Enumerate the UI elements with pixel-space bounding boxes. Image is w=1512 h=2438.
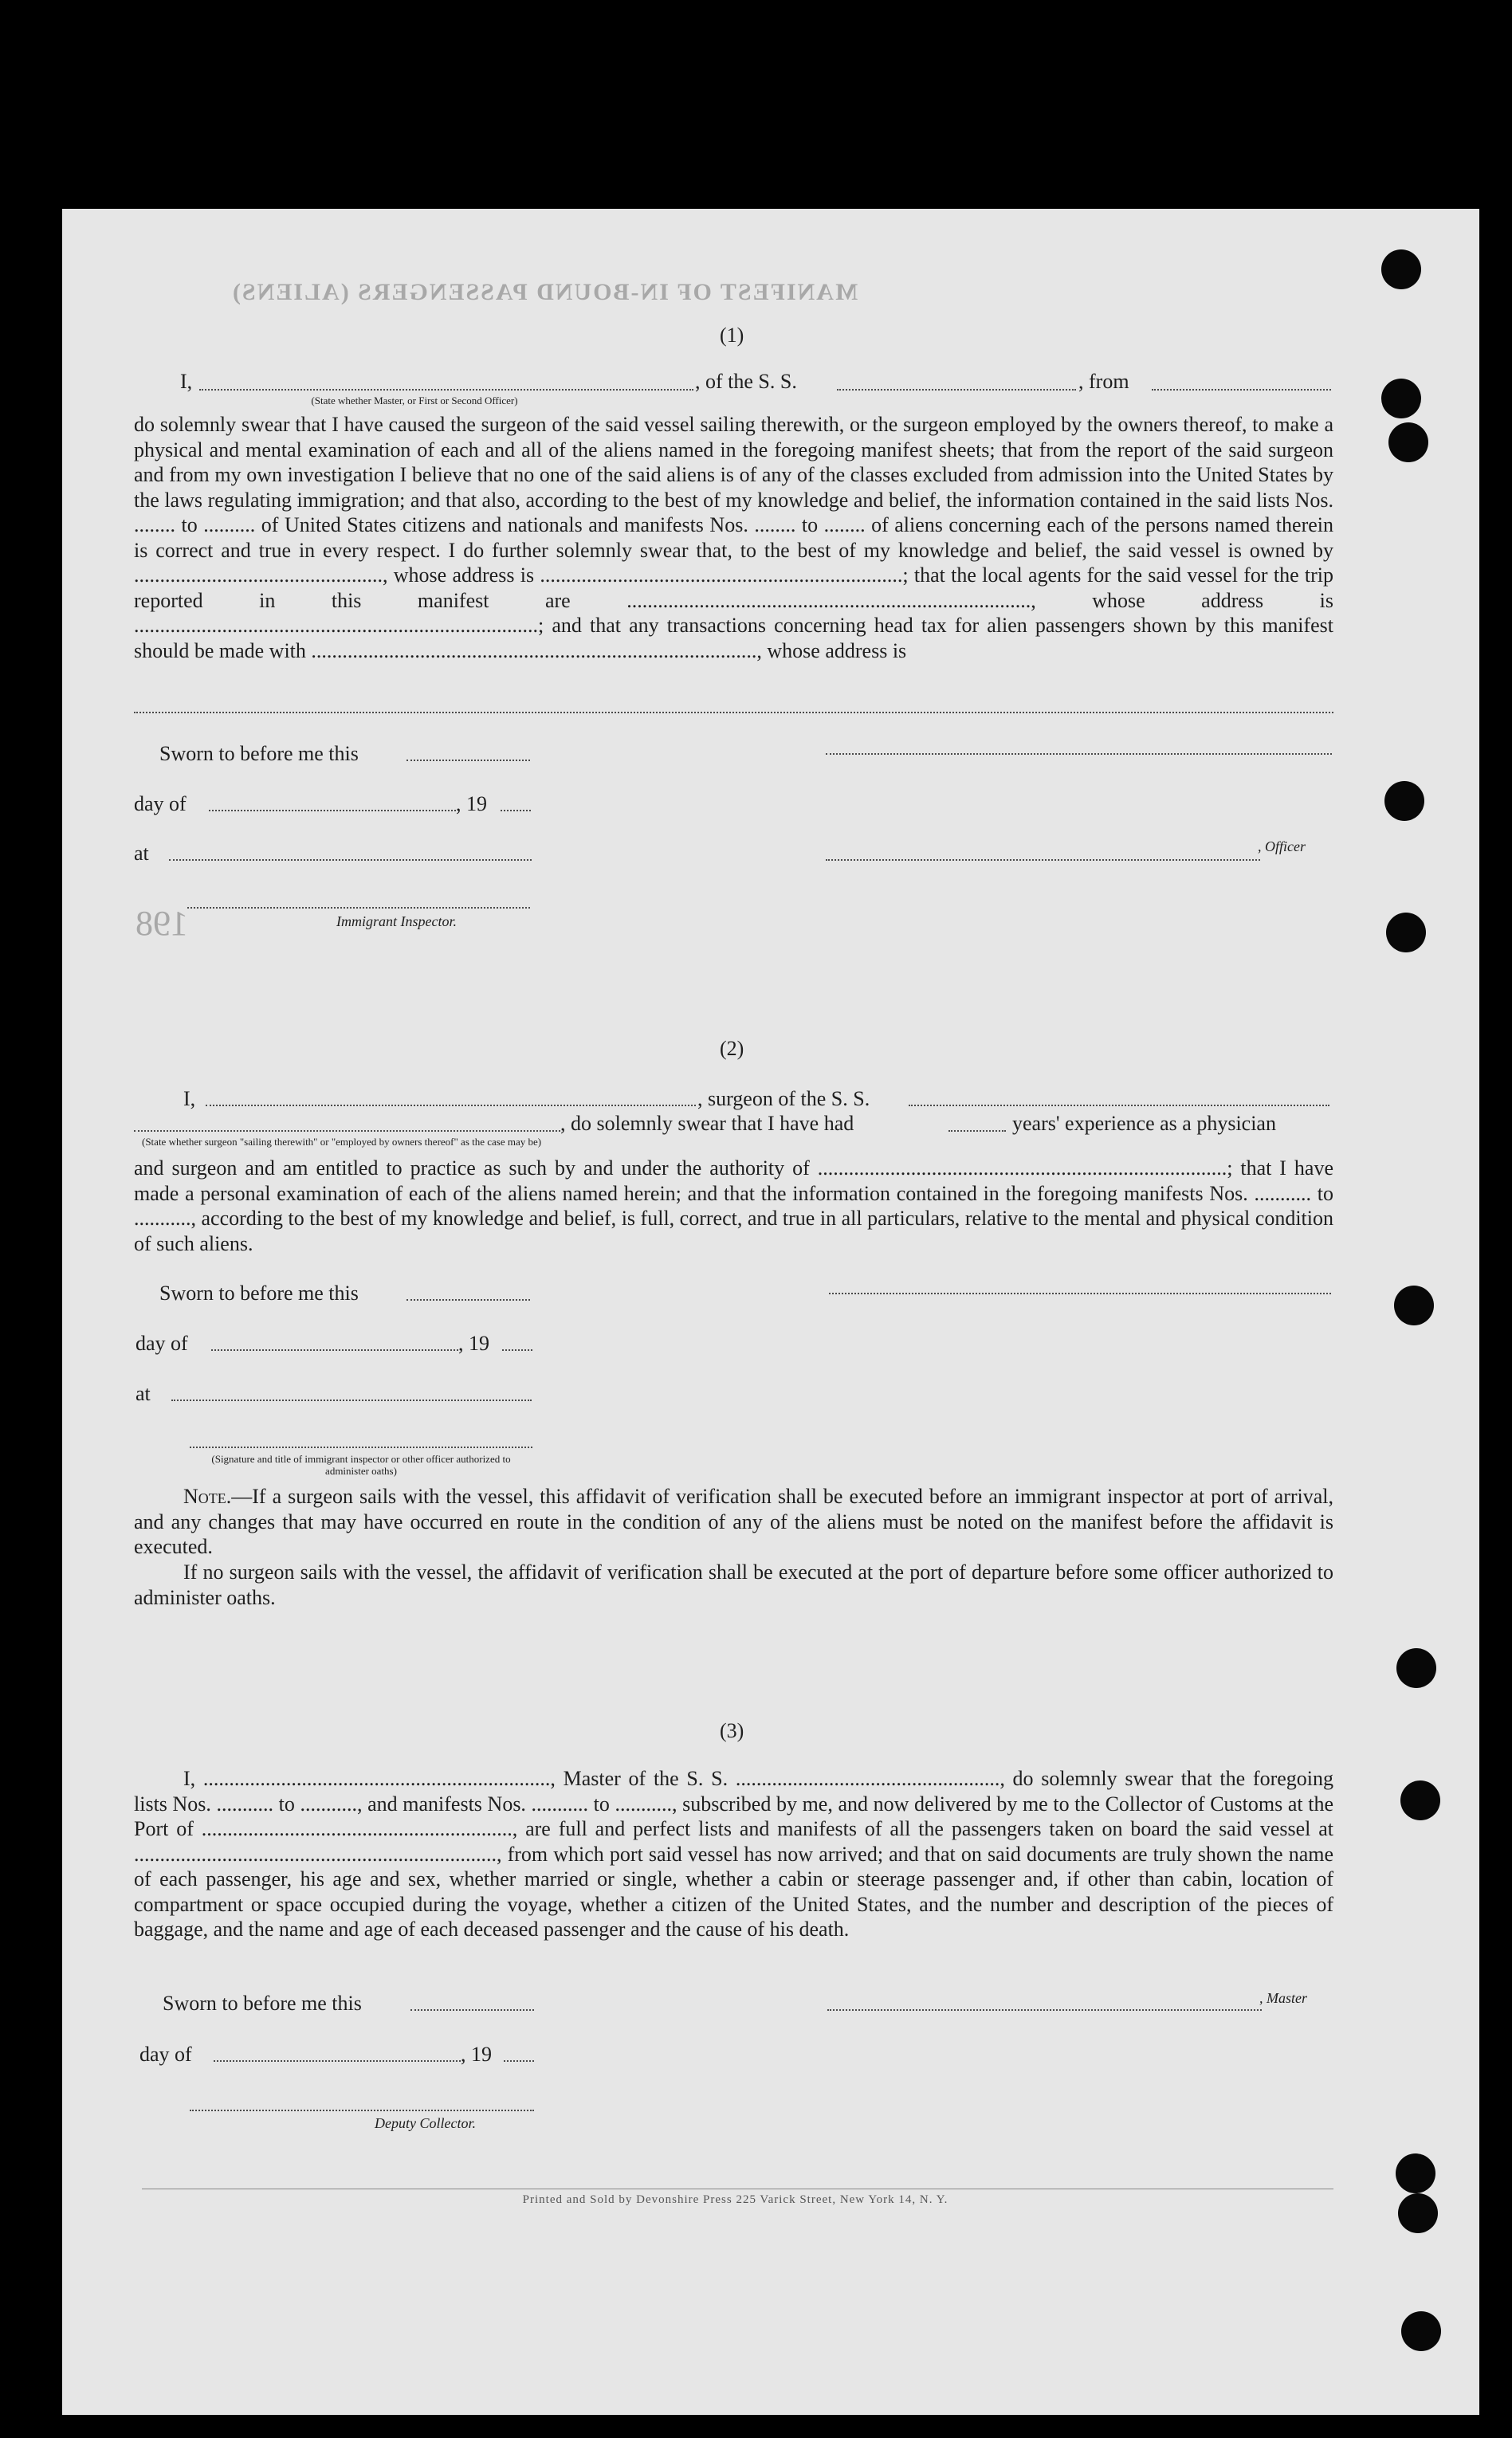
surgeon-name-field[interactable] (206, 1105, 696, 1106)
address-continuation-field[interactable] (134, 712, 1333, 713)
surgeon-note (134, 1484, 1333, 1560)
master-label: , Master (1259, 1990, 1307, 2006)
binder-hole (1396, 1648, 1436, 1688)
no-surgeon-note-text: If no surgeon sails with the vessel, the affidavit of verification shall be executed at the port of departure before some officer authorized to administer oaths. (134, 1561, 1333, 1609)
at-field-1[interactable] (169, 859, 532, 861)
year-label-2: , 19 (458, 1332, 489, 1355)
year-label-1: , 19 (456, 792, 487, 815)
officer-signature-field-1[interactable] (826, 753, 1332, 755)
years-experience-field[interactable] (948, 1130, 1006, 1132)
inspector-signature-field[interactable] (187, 907, 530, 909)
day-of-field-3[interactable] (214, 2060, 461, 2062)
no-surgeon-note (134, 1560, 1333, 1610)
deputy-collector-label: Deputy Collector. (375, 2115, 476, 2131)
binder-hole (1398, 2193, 1438, 2233)
bleed-through-page-number: 198 (135, 904, 188, 943)
officer-label: , Officer (1258, 838, 1306, 854)
years-experience-label: years' experience as a physician (1012, 1112, 1276, 1135)
section-3-heading: (3) (720, 1719, 744, 1742)
officer-field-1[interactable] (826, 859, 1260, 861)
binder-hole (1386, 913, 1426, 952)
deputy-signature-field[interactable] (190, 2110, 534, 2111)
sworn-label-1: Sworn to before me this (159, 742, 359, 765)
note-text: —If a surgeon sails with the vessel, this affidavit of verification shall be executed before an immigrant inspector at port of arrival, and any changes that may have occurred en route in the condition of any of the aliens must be noted on the manifest before the affidavit is executed. (134, 1485, 1333, 1558)
section-2-i: I, (183, 1087, 196, 1110)
from-port-field[interactable] (1152, 389, 1331, 391)
section-2-oath-text: and surgeon and am entitled to practice as such by and under the authority of ...............................................................................; that I have made a personal examination of each of the aliens named herein; and that the information contained in the foregoing manifests Nos. ........... to ..........., according to the best of my knowledge and belief, is full, correct, and true in all particulars, relative to the mental and physical condition of such aliens. (134, 1156, 1333, 1255)
binder-hole (1394, 1286, 1434, 1325)
printer-imprint: Printed and Sold by Devonshire Press 225 Varick Street, New York 14, N. Y. (522, 2193, 948, 2206)
section-1-oath-text: do solemnly swear that I have caused the surgeon of the said vessel sailing therewith, or the surgeon employed by the owners thereof, to make a physical and mental examination of each and all of the aliens named in the foregoing manifest sheets; that from the report of the said surgeon and from my own investigation I believe that no one of the said aliens is of any of the classes excluded from admission into the United States by the laws regulating immigration; and that also, according to the best of my knowledge and belief, the information contained in the said lists Nos. ........ to .......... of United States citizens and nationals and manifests Nos. ........ to ........ of aliens concerning each of the persons named therein is correct and true in every respect. I do further solemnly swear that, to the best of my knowledge and belief, the said vessel is owned by ................................................, whose address is ......................................................................; that the local agents for the said vessel for the trip reported in this manifest are .............................................................................., whose address is ..............................................................................; and that any transactions concerning head tax for alien passengers shown by this manifest should be made with ......................................................................................, whose address is (134, 413, 1333, 662)
note-label: Note. (183, 1485, 232, 1508)
binder-hole (1381, 379, 1421, 418)
from-label: , from (1078, 370, 1129, 393)
day-of-label-1: day of (134, 792, 187, 815)
sworn-label-2: Sworn to before me this (159, 1282, 359, 1305)
day-of-label-2: day of (135, 1332, 188, 1355)
sworn-date-field-3[interactable] (410, 2009, 534, 2011)
surgeon-type-field[interactable] (134, 1130, 560, 1132)
sworn-label-3: Sworn to before me this (163, 1992, 362, 2015)
surgeon-signature-field[interactable] (829, 1293, 1331, 1294)
binder-hole (1401, 2311, 1441, 2351)
of-the-ss-label: , of the S. S. (695, 370, 797, 393)
year-field-3[interactable] (504, 2060, 534, 2062)
binder-hole (1388, 422, 1428, 462)
surgeon-vessel-field[interactable] (909, 1105, 1329, 1106)
sworn-date-field-1[interactable] (406, 760, 530, 761)
bleed-through-title: MANIFEST OF IN-BOUND PASSENGERS (ALIENS) (231, 279, 858, 305)
immigrant-inspector-label: Immigrant Inspector. (336, 913, 457, 929)
surgeon-of-ss-label: , surgeon of the S. S. (697, 1087, 870, 1110)
day-of-field-1[interactable] (209, 810, 456, 811)
section-3-oath-text: I, ..................................................................., Master of the S. S. ..................................................., do solemnly swear that the foregoing lists Nos. ........... to ..........., and manifests Nos. ........... to ..........., subscribed by me, and now delivered by me to the Collector of Customs at the Port of ............................................................, are full and perfect lists and manifests of all the passengers taken on board the said vessel at ......................................................................, from which port said vessel has now arrived; and that on said documents are truly shown the name of each passenger, his age and sex, whether married or single, whether a cabin or steerage passenger and, if other than cabin, location of compartment or space occupied during the voyage, whether a citizen of the United States, and the number and description of the pieces of baggage, and the name and age of each deceased passenger and the cause of his death. (134, 1767, 1333, 1941)
day-of-label-3: day of (139, 2043, 192, 2066)
do-solemnly-swear-label: , do solemnly swear that I have had (560, 1112, 854, 1135)
master-title-note: (State whether Master, or First or Second Officer) (311, 395, 518, 406)
binder-hole (1384, 781, 1424, 821)
section-2-heading: (2) (720, 1037, 744, 1060)
sworn-date-field-2[interactable] (406, 1299, 530, 1301)
at-label-1: at (134, 842, 149, 865)
year-label-3: , 19 (461, 2043, 492, 2066)
binder-hole (1396, 2153, 1435, 2193)
section-1-i: I, (180, 370, 193, 393)
master-name-field[interactable] (199, 389, 693, 391)
surgeon-type-note: (State whether surgeon "sailing therewith" or "employed by owners thereof" as the case may be) (142, 1136, 542, 1148)
master-signature-field[interactable] (827, 2009, 1262, 2011)
day-of-field-2[interactable] (211, 1349, 458, 1351)
section-1-heading: (1) (720, 324, 744, 347)
binder-hole (1381, 249, 1421, 289)
binder-hole (1400, 1780, 1440, 1820)
at-label-2: at (135, 1382, 151, 1405)
inspector-signature-field-2[interactable] (190, 1447, 532, 1448)
year-field-2[interactable] (502, 1349, 532, 1351)
signature-title-note: (Signature and title of immigrant inspector or other officer authorized to administer oaths) (211, 1453, 511, 1477)
at-field-2[interactable] (171, 1400, 532, 1401)
vessel-name-field[interactable] (837, 389, 1076, 391)
year-field-1[interactable] (501, 810, 531, 811)
